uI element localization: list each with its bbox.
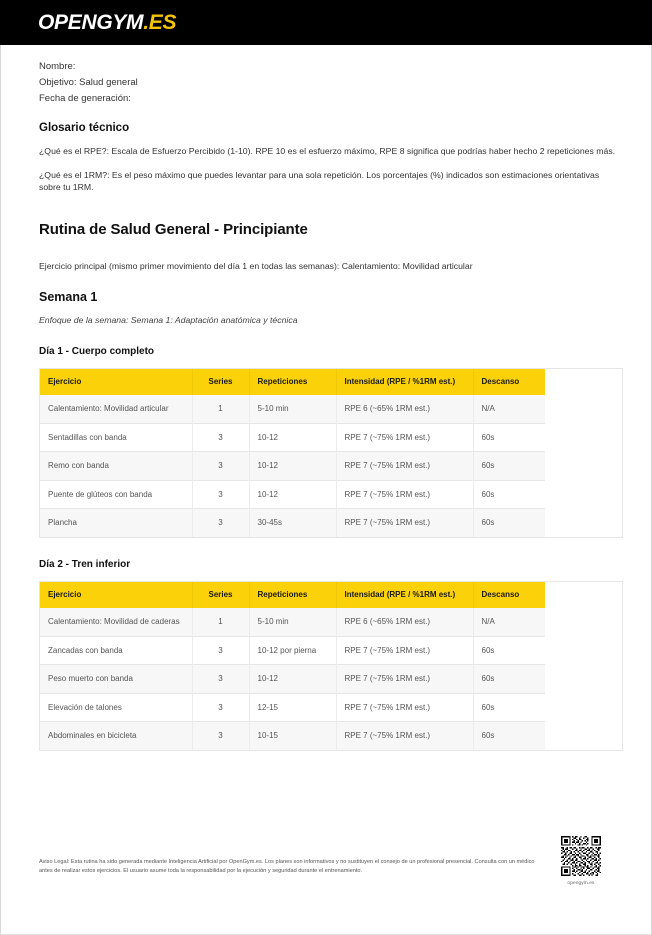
table-row: [40, 509, 545, 537]
glossary-rpe-text: ¿Qué es el RPE?: Escala de Esfuerzo Percibido (1-10). RPE 10 es el esfuerzo máximo, RPE 8 significa que podrías haber hecho 2 repeticiones más.: [39, 146, 616, 156]
col-header-series: Series: [192, 582, 249, 609]
cell-series: 3: [192, 452, 249, 481]
cell-series: 1: [192, 608, 249, 636]
cell-repeticiones: 10-12 por pierna: [249, 636, 336, 665]
cell-intensidad: RPE 7 (~75% 1RM est.): [336, 722, 473, 750]
cell-series: 3: [192, 423, 249, 452]
day-heading-2: Día 2 - Tren inferior: [39, 558, 131, 570]
cell-series: 3: [192, 509, 249, 537]
cell-ejercicio: Zancadas con banda: [40, 636, 192, 665]
table-row: [40, 452, 545, 481]
cell-intensidad: RPE 6 (~65% 1RM est.): [336, 395, 473, 423]
day-table-wrapper-1: [39, 368, 623, 538]
table-header-row: [40, 582, 545, 609]
cell-repeticiones: 10-12: [249, 423, 336, 452]
cell-ejercicio: Abdominales en bicicleta: [40, 722, 192, 750]
col-header-ejercicio: Ejercicio: [40, 582, 192, 609]
document-footer: [1, 836, 651, 886]
table-row: [40, 423, 545, 452]
routine-table-day-2: [40, 582, 545, 750]
qr-block: [555, 836, 607, 886]
cell-descanso: 60s: [473, 423, 545, 452]
cell-ejercicio: Peso muerto con banda: [40, 665, 192, 694]
cell-series: 3: [192, 722, 249, 750]
cell-descanso: 60s: [473, 665, 545, 694]
cell-repeticiones: 12-15: [249, 693, 336, 722]
col-header-ejercicio: Ejercicio: [40, 369, 192, 396]
cell-series: 3: [192, 665, 249, 694]
opengym-logo: [38, 12, 176, 33]
cell-repeticiones: 10-12: [249, 452, 336, 481]
col-header-intensidad: Intensidad (RPE / %1RM est.): [336, 369, 473, 396]
cell-intensidad: RPE 7 (~75% 1RM est.): [336, 423, 473, 452]
routine-table-day-1: [40, 369, 545, 537]
cell-descanso: 60s: [473, 509, 545, 537]
table-row: [40, 665, 545, 694]
col-header-series: Series: [192, 369, 249, 396]
table-row: [40, 693, 545, 722]
cell-intensidad: RPE 7 (~75% 1RM est.): [336, 636, 473, 665]
cell-descanso: N/A: [473, 395, 545, 423]
cell-ejercicio: Calentamiento: Movilidad de caderas: [40, 608, 192, 636]
meta-nombre: Nombre:: [39, 61, 76, 72]
routine-title: Rutina de Salud General - Principiante: [39, 220, 308, 238]
cell-descanso: 60s: [473, 480, 545, 509]
cell-intensidad: RPE 7 (~75% 1RM est.): [336, 693, 473, 722]
col-header-descanso: Descanso: [473, 369, 545, 396]
table-row: [40, 722, 545, 750]
table-row: [40, 608, 545, 636]
meta-objetivo: Objetivo: Salud general: [39, 77, 138, 88]
logo-text-main: OPENGYM: [38, 11, 144, 34]
meta-fecha: Fecha de generación:: [39, 93, 131, 104]
cell-intensidad: RPE 7 (~75% 1RM est.): [336, 480, 473, 509]
qr-code-icon: [561, 836, 601, 876]
day-heading-1: Día 1 - Cuerpo completo: [39, 345, 155, 357]
cell-intensidad: RPE 7 (~75% 1RM est.): [336, 665, 473, 694]
table-row: [40, 636, 545, 665]
cell-ejercicio: Plancha: [40, 509, 192, 537]
week-focus-note: Enfoque de la semana: Semana 1: Adaptación anatómica y técnica: [39, 314, 298, 325]
cell-ejercicio: Remo con banda: [40, 452, 192, 481]
cell-ejercicio: Puente de glúteos con banda: [40, 480, 192, 509]
cell-repeticiones: 10-15: [249, 722, 336, 750]
cell-ejercicio: Elevación de talones: [40, 693, 192, 722]
day-table-wrapper-2: [39, 581, 623, 751]
cell-descanso: 60s: [473, 693, 545, 722]
cell-intensidad: RPE 7 (~75% 1RM est.): [336, 509, 473, 537]
cell-repeticiones: 10-12: [249, 665, 336, 694]
table-header-row: [40, 369, 545, 396]
table-row: [40, 395, 545, 423]
legal-disclaimer: Aviso Legal: Esta rutina ha sido generada mediante Inteligencia Artificial por OpenGym.es. Los planes son informativos y no sustituyen el consejo de un profesional presencial. Consulta con un médico antes de realizar estos ejercicios. El usuario asume toda la responsabilidad por la ejecución y seguridad durante el entrenamiento.: [39, 859, 535, 874]
cell-descanso: 60s: [473, 452, 545, 481]
cell-ejercicio: Calentamiento: Movilidad articular: [40, 395, 192, 423]
col-header-repeticiones: Repeticiones: [249, 582, 336, 609]
cell-descanso: 60s: [473, 722, 545, 750]
cell-intensidad: RPE 7 (~75% 1RM est.): [336, 452, 473, 481]
cell-repeticiones: 10-12: [249, 480, 336, 509]
cell-series: 3: [192, 693, 249, 722]
qr-caption: opengym.es: [567, 881, 595, 886]
main-exercise-note: Ejercicio principal (mismo primer movimiento del día 1 en todas las semanas): Calentamiento: Movilidad articular: [39, 260, 473, 271]
cell-repeticiones: 30-45s: [249, 509, 336, 537]
brand-header-bar: [0, 0, 652, 45]
cell-repeticiones: 5-10 min: [249, 608, 336, 636]
cell-series: 3: [192, 480, 249, 509]
col-header-descanso: Descanso: [473, 582, 545, 609]
col-header-repeticiones: Repeticiones: [249, 369, 336, 396]
cell-repeticiones: 5-10 min: [249, 395, 336, 423]
meta-block: [39, 59, 621, 107]
week-heading: Semana 1: [39, 289, 98, 304]
cell-descanso: 60s: [473, 636, 545, 665]
cell-series: 1: [192, 395, 249, 423]
cell-ejercicio: Sentadillas con banda: [40, 423, 192, 452]
cell-descanso: N/A: [473, 608, 545, 636]
table-row: [40, 480, 545, 509]
document-content: [1, 45, 651, 751]
cell-intensidad: RPE 6 (~65% 1RM est.): [336, 608, 473, 636]
col-header-intensidad: Intensidad (RPE / %1RM est.): [336, 582, 473, 609]
logo-text-suffix: .ES: [143, 11, 177, 34]
glossary-heading: Glosario técnico: [39, 122, 130, 134]
glossary-1rm-text: ¿Qué es el 1RM?: Es el peso máximo que puedes levantar para una sola repetición. Los porcentajes (%) indicados son estimaciones orientativas sobre tu 1RM.: [39, 169, 600, 192]
cell-series: 3: [192, 636, 249, 665]
